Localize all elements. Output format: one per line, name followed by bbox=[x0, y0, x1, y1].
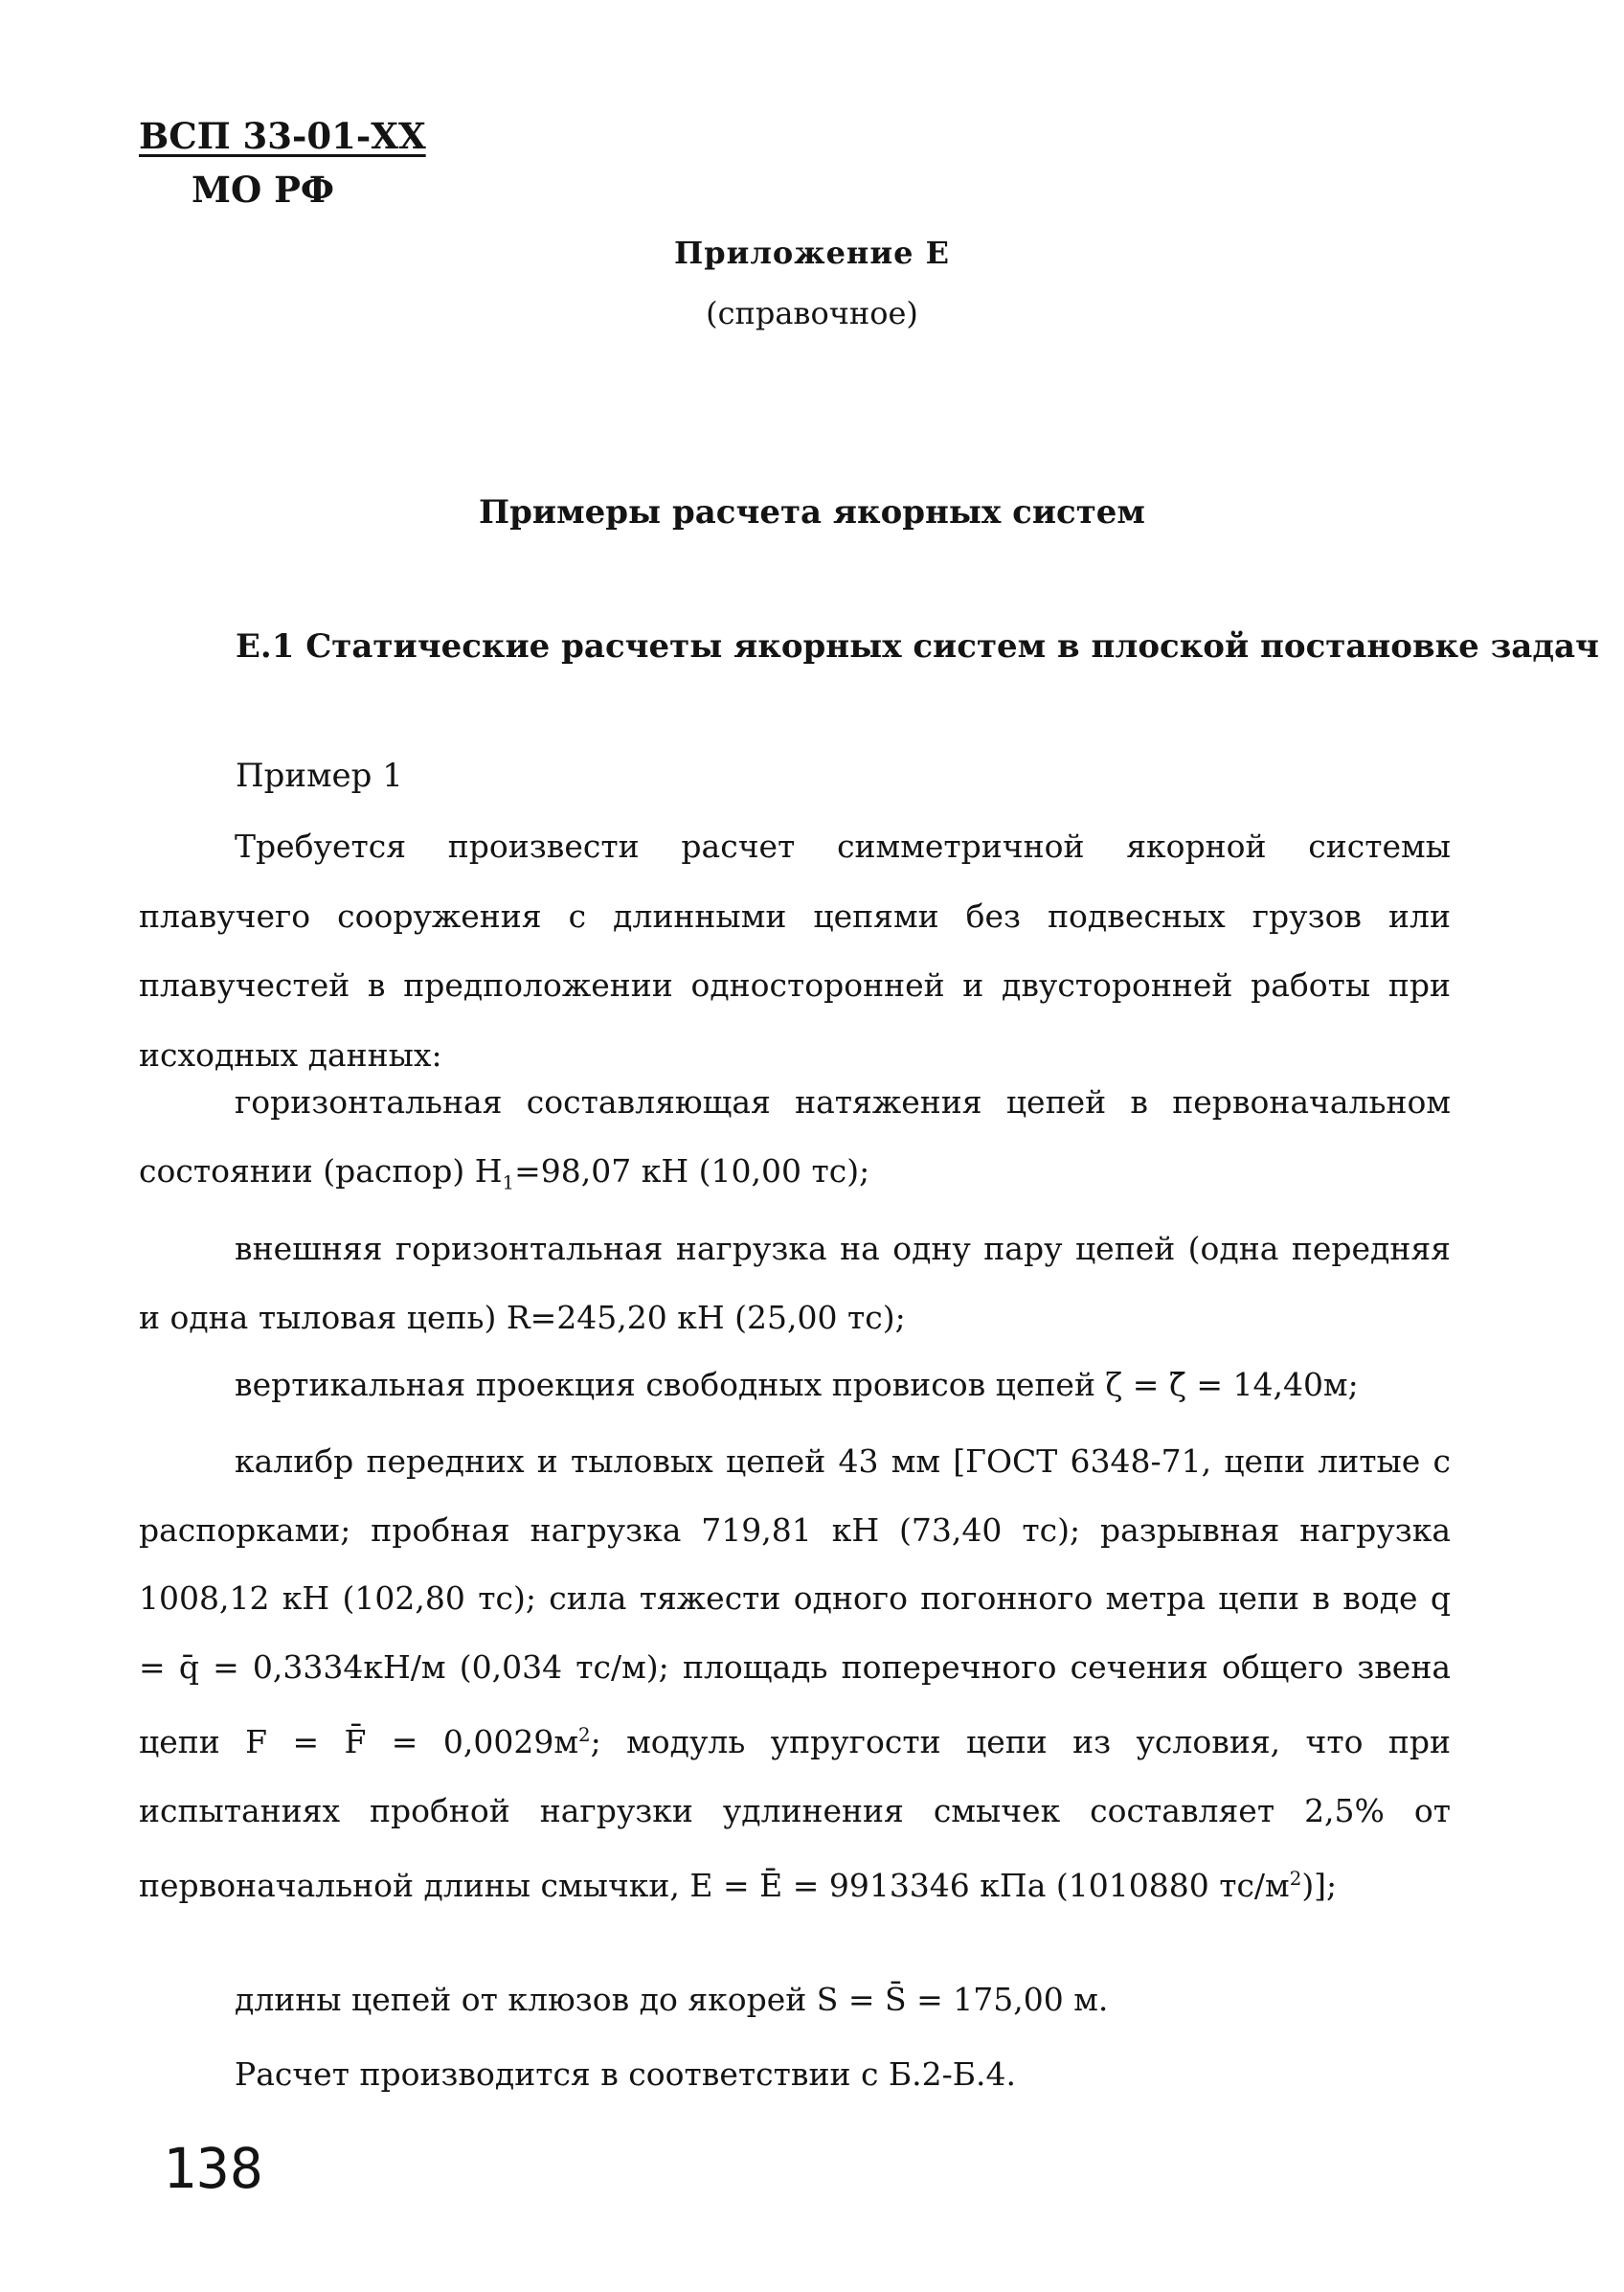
item-method bbox=[139, 2040, 1451, 2109]
appendix-label: Приложение Е bbox=[674, 235, 950, 271]
item-load-text: внешняя горизонтальная нагрузка на одну пару цепей (одна передняя и одна тыловая цепь) R=245,20 кН (25,00 тс); bbox=[139, 1230, 1451, 1336]
appendix-type: (справочное) bbox=[706, 295, 918, 331]
organization: МО РФ bbox=[192, 169, 334, 211]
item-length-text: длины цепей от клюзов до якорей S = S̄ = 175,00 м. bbox=[235, 1981, 1109, 2018]
item-chain-params bbox=[139, 1427, 1451, 1920]
item-sag-text: вертикальная проекция свободных провисов цепей ζ = ζ̄ = 14,40м; bbox=[235, 1366, 1359, 1403]
item-chain-sup1: 2 bbox=[578, 1724, 591, 1746]
page-title: Примеры расчета якорных систем bbox=[479, 493, 1145, 532]
item-thrust bbox=[139, 1068, 1451, 1218]
section-heading: Е.1 Статические расчеты якорных систем в плоской постановке задач bbox=[236, 627, 1599, 666]
item-chain-text-c: )]; bbox=[1301, 1867, 1338, 1904]
document-code: ВСП 33-01-ХХ bbox=[139, 115, 426, 157]
item-chain-text-b: ; модуль упругости цепи из условия, что при испытаниях пробной нагрузки удлинения смычек составляет 2,5% от первоначальной длины смычки, E = Ē = 9913346 кПа (1010880 тс/м bbox=[139, 1723, 1451, 1904]
intro-text: Требуется произвести расчет симметричной якорной системы плавучего сооружения с длинными цепями без подвесных грузов или плавучестей в предположении односторонней и двусторонней работы при исходных данных: bbox=[139, 828, 1451, 1074]
item-chain-text-a: калибр передних и тыловых цепей 43 мм [ГОСТ 6348-71, цепи литые с распорками; пробная нагрузка 719,81 кН (73,40 тс); разрывная нагрузка 1008,12 кН (102,80 тс); сила тяжести одного погонного метра цепи в воде q = q̄ = 0,3334кН/м (0,034 тс/м); площадь поперечного сечения общего звена цепи F = F̄ = 0,0029м bbox=[139, 1442, 1451, 1760]
example-heading: Пример 1 bbox=[236, 757, 403, 795]
item-length bbox=[139, 1965, 1451, 2034]
item-thrust-text: горизонтальная составляющая натяжения цепей в первоначальном состоянии (распор) bbox=[139, 1083, 1451, 1190]
item-thrust-value: =98,07 кН (10,00 тс); bbox=[514, 1152, 870, 1190]
item-sag bbox=[139, 1350, 1451, 1419]
item-load bbox=[139, 1214, 1451, 1352]
item-method-text: Расчет производится в соответствии с Б.2-Б.4. bbox=[235, 2055, 1017, 2093]
item-thrust-symbol: H bbox=[474, 1152, 503, 1190]
intro-paragraph bbox=[139, 812, 1451, 1090]
page-number: 138 bbox=[163, 2136, 263, 2201]
item-thrust-subscript: 1 bbox=[502, 1171, 515, 1194]
item-chain-sup2: 2 bbox=[1289, 1868, 1302, 1890]
